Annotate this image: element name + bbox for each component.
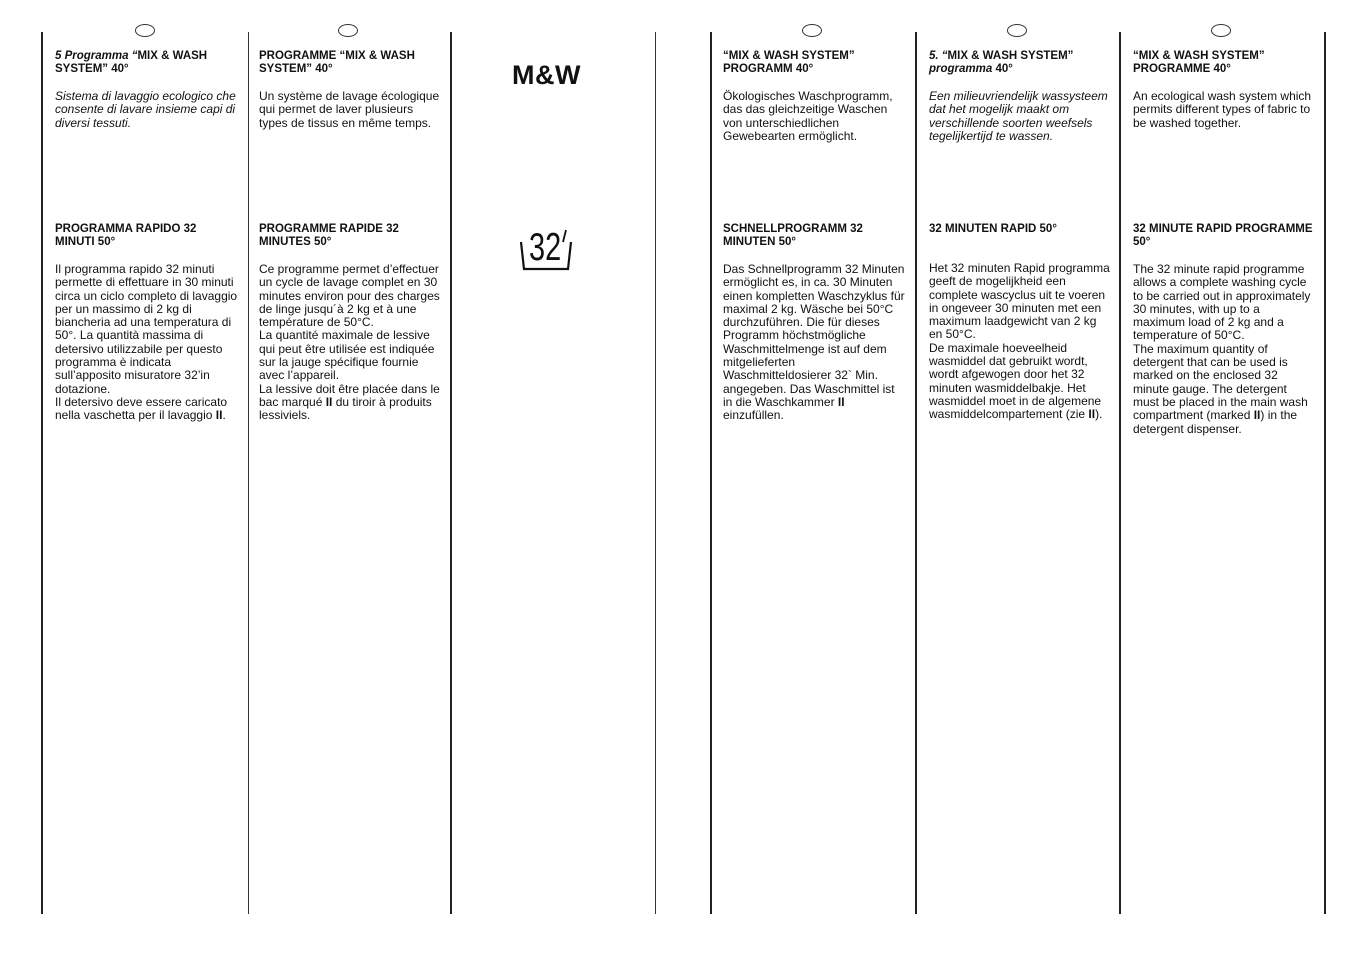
mix-wash-heading: “MIX & WASH SYSTEM” PROGRAMME 40° bbox=[1133, 50, 1265, 75]
column-english bbox=[1133, 50, 1315, 130]
column-italian-rapid bbox=[55, 223, 239, 423]
mix-wash-heading: “MIX & WASH SYSTEM” PROGRAMM 40° bbox=[723, 50, 855, 75]
language-flag-icon bbox=[135, 24, 155, 37]
mix-wash-heading: 5 Programma “MIX & WASH SYSTEM” 40° bbox=[55, 50, 208, 75]
column-divider bbox=[41, 32, 43, 914]
rapid-text: The 32 minute rapid programme allows a complete washing cycle to be carried out in approximately 30 minutes, with up to a maximum load of 2 kg and a temperature of 50°C. The maximum quantity of detergent that can be used is marked on the enclosed 32 minute gauge. The detergent must be placed in the main wash compartment (marked II) in the detergent dispenser. bbox=[1133, 262, 1311, 436]
rapid-heading: 32 MINUTEN RAPID 50° bbox=[929, 223, 1057, 235]
rapid-heading: PROGRAMME RAPIDE 32 MINUTES 50° bbox=[259, 223, 399, 248]
mix-wash-text: Een milieuvriendelijk wassysteem dat het mogelijk maakt om verschillende soorten weefsels tegelijkertijd te wassen. bbox=[929, 89, 1108, 143]
column-english-rapid bbox=[1133, 223, 1315, 436]
language-flag-icon bbox=[802, 24, 822, 37]
mix-wash-text: Un système de lavage écologique qui permet de laver plusieurs types de tissus en même temps. bbox=[259, 89, 440, 130]
rapid-text: Ce programme permet d’effectuer un cycle de lavage complet en 30 minutes environ pour des charges de linge jusqu´à 2 kg et à une température de 50°C. La quantité maximale de lessive qui peut être utilisée est indiquée sur la jauge spécifique fournie avec l’appareil. La lessive doit être placée dans le bac marqué II du tiroir à produits lessiviels. bbox=[259, 262, 440, 423]
column-dutch bbox=[929, 50, 1111, 143]
mix-wash-text: Ökologisches Waschprogramm, das das gleichzeitige Waschen von unterschiedlichen Gewebearten ermöglicht. bbox=[723, 89, 893, 143]
column-divider bbox=[1119, 32, 1121, 914]
column-divider bbox=[450, 32, 452, 914]
column-divider bbox=[710, 32, 712, 914]
mix-wash-text: An ecological wash system which permits different types of fabric to be washed together. bbox=[1133, 89, 1312, 130]
rapid-text: Das Schnellprogramm 32 Minuten ermöglicht es, in ca. 30 Minuten einen kompletten Waschzyklus für maximal 2 kg. Wäsche bei 50°C durchzuführen. Die für dieses Programm höchstmögliche Waschmittelmenge ist auf dem mitgelieferten Waschmitteldosierer 32` Min. angegeben. Das Waschmittel ist in die Waschkammer II einzufüllen. bbox=[723, 262, 905, 423]
rapid-heading: SCHNELLPROGRAMM 32 MINUTEN 50° bbox=[723, 223, 863, 248]
mix-wash-text: Sistema di lavaggio ecologico che consente di lavare insieme capi di diversi tessuti. bbox=[55, 89, 236, 130]
language-flag-icon bbox=[1211, 24, 1231, 37]
column-divider bbox=[915, 32, 917, 914]
column-divider bbox=[655, 32, 656, 914]
column-divider bbox=[248, 32, 249, 914]
column-german-rapid bbox=[723, 223, 905, 423]
language-flag-icon bbox=[338, 24, 358, 37]
column-divider bbox=[1324, 32, 1326, 914]
column-french bbox=[259, 50, 441, 130]
mix-wash-heading: 5. “MIX & WASH SYSTEM” programma 40° bbox=[929, 50, 1074, 75]
rapid-32-symbol-icon bbox=[518, 222, 574, 279]
mix-wash-symbol: M&W bbox=[512, 60, 581, 90]
language-flag-icon bbox=[1007, 24, 1027, 37]
rapid-text: Il programma rapido 32 minuti permette di effettuare in 30 minuti circa un ciclo completo di lavaggio per un massimo di 2 kg di biancheria ad una temperatura di 50°. La quantità massima di detersivo utilizzabile per questo programma è indicata sull’apposito misuratore 32’in dotazione. Il detersivo deve essere caricato nella vaschetta per il lavaggio II. bbox=[55, 262, 238, 423]
mix-wash-heading: PROGRAMME “MIX & WASH SYSTEM” 40° bbox=[259, 50, 415, 75]
column-german bbox=[723, 50, 905, 143]
rapid-heading: PROGRAMMA RAPIDO 32 MINUTI 50° bbox=[55, 223, 197, 248]
column-italian bbox=[55, 50, 239, 130]
svg-text:32: 32 bbox=[529, 225, 562, 270]
rapid-heading: 32 MINUTE RAPID PROGRAMME 50° bbox=[1133, 223, 1313, 248]
column-dutch-rapid bbox=[929, 223, 1111, 422]
column-french-rapid bbox=[259, 223, 441, 423]
rapid-text: Het 32 minuten Rapid programma geeft de mogelijkheid een complete wascyclus uit te voeren in ongeveer 30 minuten met een maximum laadgewicht van 2 kg en 50°C. De maximale hoeveelheid wasmiddel dat gebruikt wordt, wordt afgewogen door het 32 minuten wasmiddelbakje. Het wasmiddel moet in de algemene wasmiddelcompartement (zie II). bbox=[929, 261, 1110, 422]
